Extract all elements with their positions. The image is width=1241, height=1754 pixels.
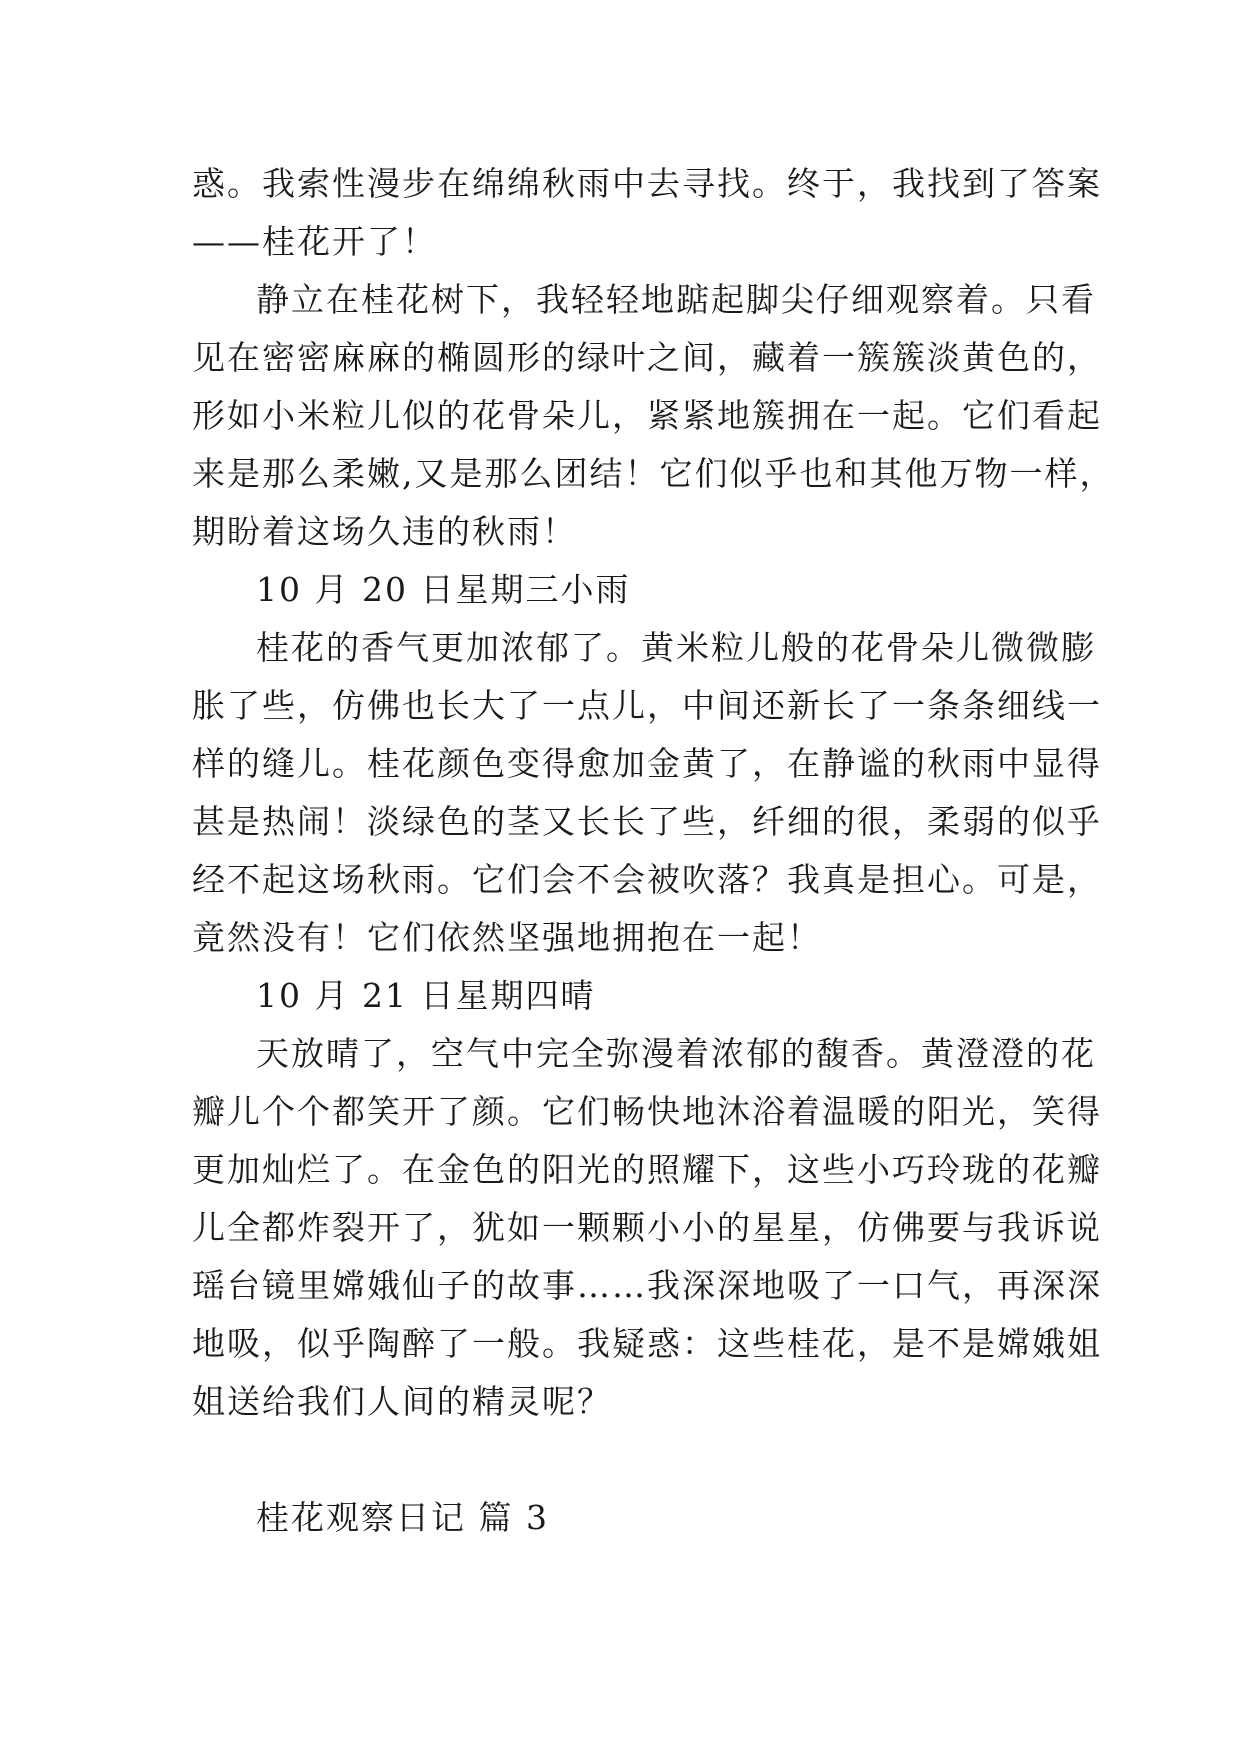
text-line: 经不起这场秋雨。它们会不会被吹落？我真是担心。可是，: [192, 860, 1102, 899]
text-line: 静立在桂花树下，我轻轻地踮起脚尖仔细观察着。只看: [256, 280, 1096, 319]
text-line: ——桂花开了！: [192, 222, 437, 261]
text-line: 见在密密麻麻的椭圆形的绿叶之间，藏着一簇簇淡黄色的，: [192, 338, 1102, 377]
text-line: 姐送给我们人间的精灵呢？: [192, 1382, 612, 1421]
diary-date-heading: 10 月 20 日星期三小雨: [256, 570, 631, 609]
text-line: 期盼着这场久违的秋雨！: [192, 512, 577, 551]
text-line: 惑。我索性漫步在绵绵秋雨中去寻找。终于，我找到了答案: [192, 164, 1102, 203]
text-line: 竟然没有！它们依然坚强地拥抱在一起！: [192, 918, 822, 957]
section-heading: 桂花观察日记 篇 3: [256, 1498, 549, 1537]
text-line: 更加灿烂了。在金色的阳光的照耀下，这些小巧玲珑的花瓣: [192, 1150, 1102, 1189]
text-line: 甚是热闹！淡绿色的茎又长长了些，纤细的很，柔弱的似乎: [192, 802, 1102, 841]
text-line: 瓣儿个个都笑开了颜。它们畅快地沐浴着温暖的阳光，笑得: [192, 1092, 1102, 1131]
text-line: 桂花的香气更加浓郁了。黄米粒儿般的花骨朵儿微微膨: [256, 628, 1096, 667]
text-line: 瑶台镜里嫦娥仙子的故事……我深深地吸了一口气，再深深: [192, 1266, 1102, 1305]
text-line: 儿全都炸裂开了，犹如一颗颗小小的星星，仿佛要与我诉说: [192, 1208, 1102, 1247]
text-line: 天放晴了，空气中完全弥漫着浓郁的馥香。黄澄澄的花: [256, 1034, 1096, 1073]
text-line: 胀了些，仿佛也长大了一点儿，中间还新长了一条条细线一: [192, 686, 1102, 725]
text-line: 形如小米粒儿似的花骨朵儿，紧紧地簇拥在一起。它们看起: [192, 396, 1102, 435]
text-line: 来是那么柔嫩,又是那么团结！它们似乎也和其他万物一样，: [192, 454, 1115, 493]
text-line: 样的缝儿。桂花颜色变得愈加金黄了，在静谧的秋雨中显得: [192, 744, 1102, 783]
diary-date-heading: 10 月 21 日星期四晴: [256, 976, 596, 1015]
text-line: 地吸，似乎陶醉了一般。我疑惑：这些桂花，是不是嫦娥姐: [192, 1324, 1102, 1363]
